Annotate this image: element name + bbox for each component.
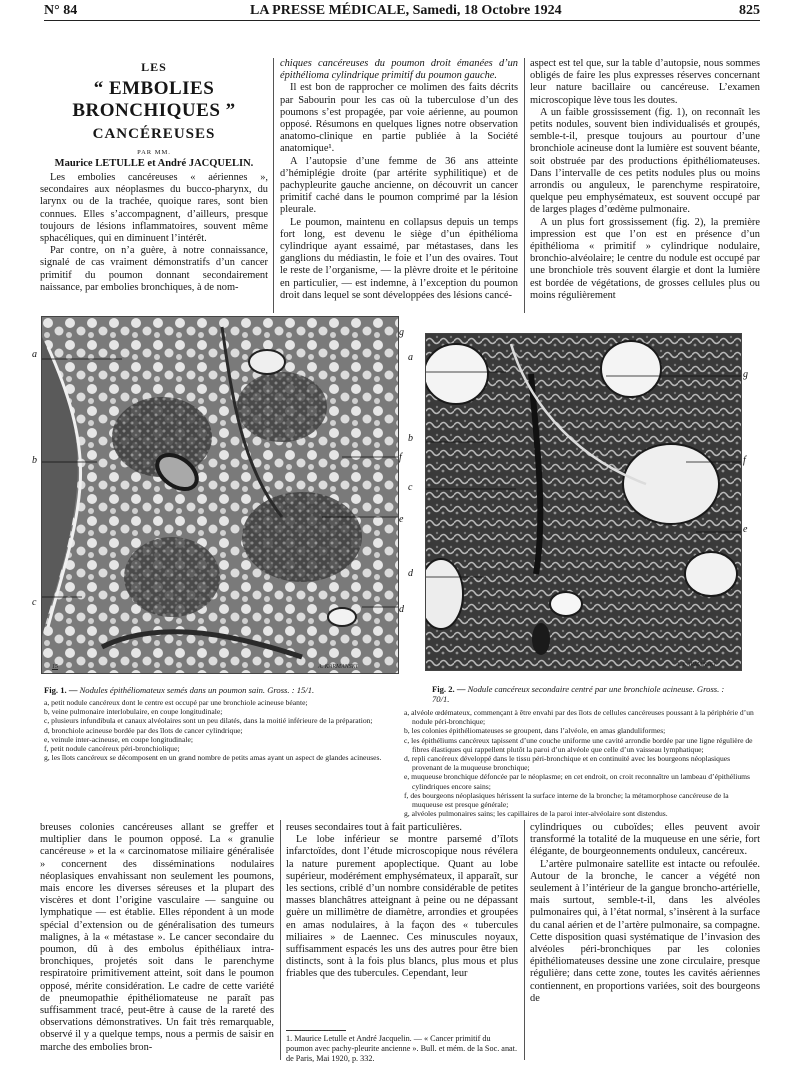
par-line: PAR MM. (137, 149, 171, 156)
figure-2-label-e: e (743, 524, 748, 535)
legend-item: d, bronchiole acineuse bordée par des îlots de cancer cylindrique; (44, 725, 243, 735)
figure-2-label-a: a (408, 352, 413, 363)
figure-2-label-g: g (743, 369, 748, 380)
paragraph: L’artère pulmonaire satellite est intacte ou refoulée. Autour de la bronche, le cancer a végété non seulement à l’intérieur de la gangue broncho-artérielle, mais surtout, semble-t-il, dans les alvéoles pulmonaires qui, à l’état normal, s’insèrent à la surface du canal aérien et de l’artère pulmonaire, sa compagne. Cette disposition quasi systématique de l’invasion des alvéoles péri-bronchiques par les colonies épithéliomateuses dessine une zone circulaire, presque régulière; dans cette zone, toutes les cavités aériennes contiennent, en proportions variées, soit des bourgeons de (530, 858, 760, 1004)
title-line-2: “ EMBOLIES BRONCHIQUES ” (72, 78, 236, 121)
figure-1-label-a: a (32, 349, 37, 360)
figure-1-label-f: f (399, 452, 402, 463)
paragraph: chiques cancéreuses du poumon droit émanées d’un épithélioma cylindrique primitif du poumon gauche. (280, 58, 518, 82)
paragraph: A un plus fort grossissement (fig. 2), la première impression est que l’on est en présence d’un épithélioma « primitif » cylindrique nodulaire, bronchio-alvéolaire; le centre du nodule est occupé par une bronchiole très souvent élargie et dont la lumière est bordée de végétations, de grosses cellules plus ou moins régulièrement (530, 216, 760, 301)
column-3-bottom (530, 822, 760, 1074)
column-rule (280, 820, 281, 1060)
figure-1-label-e: e (399, 514, 404, 525)
paragraph: A un faible grossissement (fig. 1), on reconnaît les petits nodules, souvent bien individualisés et groupés, semble-t-il, presque toujours au pourtour d’une bronchiole acineuse dont la lumière est souvent béante, soit obstruée par des productions épithéliomateuses. Dans l’intervalle de ces petits nodules plus ou moins arrondis ou anguleux, le parenchyme respiratoire, quelque peu emphysémateux, est souvent occupé par de larges plages d’œdème pulmonaire. (530, 106, 760, 216)
paragraph: Par contre, on n’a guère, à notre connaissance, signalé de cas vraiment démonstratifs d’un cancer primitif du poumon donnant secondairement naissance, par embolies bronchiques, à de nom- (40, 245, 268, 293)
figure-1-label-d: d (399, 604, 404, 615)
paragraph: Le poumon, maintenu en collapsus depuis un temps fort long, est devenu le siège d’un épithélioma cylindrique ayant essaimé, par métastases, dans les ganglions du médiastin, le foie et l’un des ovaires. Tout le reste de l’organisme, — la plèvre droite et le péritoine en particulier, — est indemne, à l’exception du poumon droit dans lequel se sont développées des lésions cancé- (280, 216, 518, 301)
legend-item: d, repli cancéreux développé dans le tissu péri-bronchique et en continuité avec les bourgeons néoplasiques provenant de la muqueuse bronchique; (404, 754, 731, 773)
legend-item: c, les épithéliums cancéreux tapissent d’une couche uniforme une cavité arrondie bordée par une ligne régulière de fibres élastiques qui rappellent plutôt la paroi d’un alvéole que celle d’un vaisseau lymphatique; (404, 735, 753, 754)
legend-item: b, les colonies épithéliomateuses se groupent, dans l’alvéole, en amas glanduliformes; (404, 726, 666, 736)
figure-1-caption-number: Fig. 1. — (44, 685, 78, 695)
column-2-top (280, 58, 518, 314)
figure-1-legend (44, 698, 384, 762)
figure-1-caption (44, 685, 384, 695)
figure-2-caption-number: Fig. 2. — (432, 684, 466, 694)
column-rule (273, 58, 274, 313)
legend-item: f, petit nodule cancéreux péri-bronchiolique; (44, 744, 180, 754)
issue-number: N° 84 (44, 3, 78, 18)
title-line-3: CANCÉREUSES (92, 126, 216, 142)
footnote: 1. Maurice Letulle et André Jacquelin. — « Cancer primitif du poumon avec pachy-pleurite ancienne ». Bull. et mém. de la Soc. anat. de Paris, Mai 1920, p. 332. (286, 1034, 517, 1063)
column-1-bottom (40, 822, 274, 1074)
figure-2-caption-text: Nodule cancéreux secondaire centré par une bronchiole acineuse. Gross. : 70/1. (432, 684, 725, 705)
column-2-bottom (286, 822, 518, 1028)
paragraph: cylindriques ou cuboïdes; elles peuvent avoir transformé la totalité de la muqueuse en une série, fort élégante, de bourgeonnements onduleux, cancéreux. (530, 822, 760, 858)
title-line-1: LES (141, 60, 167, 74)
legend-item: e, muqueuse bronchique défoncée par le néoplasme; en cet endroit, on croit reconnaître un lambeau d’épithéliums cylindriques encore sains; (404, 772, 751, 791)
paragraph: reuses secondaires tout à fait particulières. (286, 822, 462, 833)
legend-item: a, alvéole œdémateux, commençant à être envahi par des îlots de cellules cancéreuses poussant à la périphérie d’un nodule péri-bronchique; (404, 708, 754, 727)
figure-2-label-b: b (408, 433, 413, 444)
figure-2-illustration (426, 334, 741, 670)
paragraph: Il est bon de rapprocher ce molimen des faits décrits par Sabourin pour les cas où la tuberculose d’un des poumons s’est propagée, par voie aérienne, au poumon opposé. Résumons en quelques lignes notre observation anatomo-clinique en partie publiée à la Société anatomique¹. (280, 82, 518, 155)
authors: Maurice LETULLE et André JACQUELIN. (54, 158, 254, 169)
column-rule (524, 58, 525, 313)
column-1-top (40, 172, 268, 312)
page-number: 825 (739, 3, 760, 18)
figure-2-legend (404, 708, 760, 818)
figure-2-signature: A. KARMANSKI (676, 662, 716, 668)
figure-1-label-b: b (32, 455, 37, 466)
column-rule (524, 820, 525, 1060)
figure-2-micrograph (425, 333, 742, 671)
legend-item: f, des bourgeons néoplasiques hérissent la surface interne de la bronche; la métamorphose cancéreuse de la muqueuse est presque générale; (404, 790, 729, 810)
paragraph: Les embolies cancéreuses « aériennes », secondaires aux néoplasmes du bucco-pharynx, du larynx ou de la trachée, quoique rares, sont bien connues. Elles s’accompagnent, d’ailleurs, presque toujours de lésions inflammatoires, souvent même sphacéliques, qui en diminuent l’intérêt. (40, 172, 268, 245)
figure-2-caption (432, 684, 732, 705)
legend-item: g, alvéoles pulmonaires sains; les capillaires de la paroi inter-alvéolaire sont distendus. (404, 809, 668, 819)
figure-2-label-c: c (408, 482, 413, 493)
paragraph: A l’autopsie d’une femme de 36 ans atteinte d’hémiplégie droite (par artérite syphilitique) et de pachypleurite gauche ancienne, on découvrit un cancer primitif caché dans le poumon comprimé par la lésion pleurale. (280, 155, 518, 216)
paragraph: aspect est tel que, sur la table d’autopsie, nous sommes obligés de faire les plus expresses réserves concernant leur nature bacillaire ou cancéreuse. L’examen microscopique lève tous les doutes. (530, 58, 760, 106)
running-header (44, 2, 760, 21)
article-title-block (40, 60, 268, 169)
figure-2-label-d: d (408, 568, 413, 579)
legend-item: g, les îlots cancéreux se décomposent en un grand nombre de petits amas ayant un aspect de glandes acineuses. (44, 753, 382, 763)
legend-item: a, petit nodule cancéreux dont le centre est occupé par une bronchiole acineuse béante; (44, 698, 308, 707)
legend-item: e, veinule inter-acineuse, en coupe longitudinale; (44, 734, 193, 744)
paragraph: Le lobe inférieur se montre parsemé d’îlots infarctoïdes, dont l’étude microscopique nous révélera la nature purement apoplectique. Quant au lobe supérieur, modérément emphysémateux, il apparaît, sur les sections, criblé d’un nombre considérable de petites masses blanchâtres atteignant à peine ou ne dépassant guère un millimètre de diamètre, arrondies et groupées en amas nodulaires, à la façon des « tubercules miliaires » de Laennec. Ces minuscules noyaux, suffisamment espacés les uns des autres pour être bien distincts, sont à la fois plus blancs, plus mous et plus friables que des tubercules. Cependant, leur (286, 834, 518, 980)
figure-1-illustration (42, 317, 398, 673)
legend-item: c, plusieurs infundibula et canaux alvéolaires sont un peu dilatés, dans la moitié inférieure de la préparation; (44, 716, 373, 726)
figure-1-scale: 15 (52, 664, 58, 670)
journal-date: LA PRESSE MÉDICALE, Samedi, 18 Octobre 1924 (250, 3, 562, 18)
figure-2-label-f: f (743, 455, 746, 466)
figure-1-label-g: g (399, 327, 404, 338)
paragraph: breuses colonies cancéreuses allant se greffer et multiplier dans le poumon opposé. La « granulie cancéreuse » et la « carcinomatose miliaire généralisée » concernent des disséminations nodulaires néoplasiques envahissant non seulement les poumons, mais encore les diverses séreuses et la plupart des viscères et dont l’origine vasculaire — sanguine ou lymphatique — est établie. Elles répondent à un mode spécial d’extension ou de généralisation des tumeurs malignes, à la « métastase ». Le cancer secondaire du poumon, dû à des embolus épithéliaux intra-bronchiques, projetés soit dans le parenchyme respiratoire primitivement atteint, soit dans le poumon opposé, mérite considération. Le cadre de cette variété de pneumopathie épithéliomateuse ne paraît pas suffisamment tracé, peut-être à cause de la rareté des observations démonstratives. Un fait très remarquable, observé il y a quelque temps, nous a permis de saisir en marche des embolies bron- (40, 822, 274, 1053)
figure-1-micrograph (41, 316, 399, 674)
column-3-top (530, 58, 760, 314)
footnote-rule (286, 1030, 346, 1031)
figure-1-caption-text: Nodules épithéliomateux semés dans un poumon sain. Gross. : 15/1. (79, 685, 315, 695)
figure-1-label-c: c (32, 597, 37, 608)
legend-item: b, veine pulmonaire interlobulaire, en coupe longitudinale; (44, 707, 223, 717)
figure-1-signature: A. KARMANSKI (318, 664, 358, 670)
